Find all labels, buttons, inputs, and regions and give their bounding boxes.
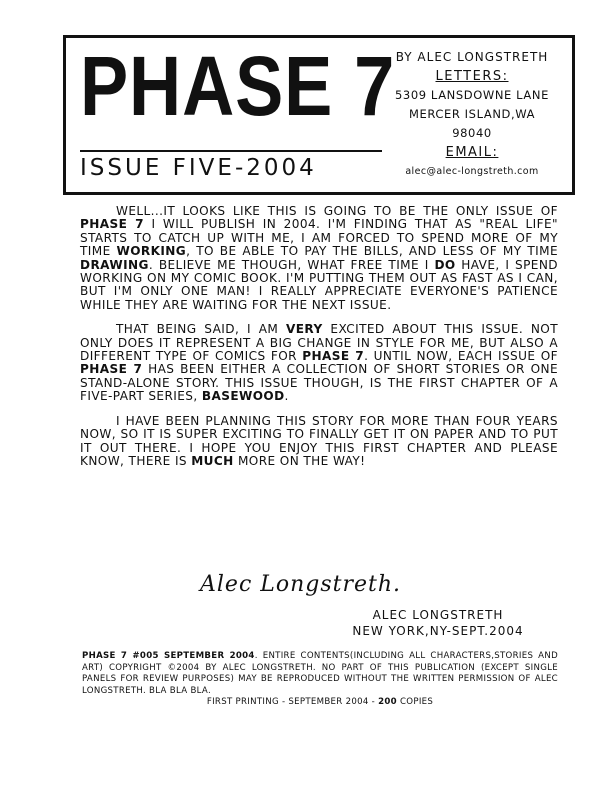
copyright-text: . ENTIRE CONTENTS(INCLUDING ALL CHARACTERS,STORIES AND ART) COPYRIGHT ©2004 BY ALEC LONGSTRETH. NO PART OF THIS PUBLICATION (EXCEPT SINGLE PANELS FOR REVIEW PURPOSES) MAY BE REPRODUCED WITHOUT THE WRITTEN PERMISSION OF ALEC LONGSTRETH. BLA BLA BLA. bbox=[82, 651, 558, 696]
letter-paragraph-2: THAT BEING SAID, I AM VERY EXCITED ABOUT THIS ISSUE. NOT ONLY DOES IT REPRESENT A BIG CHANGE IN STYLE FOR ME, BUT ALSO A DIFFERENT TYPE OF COMICS FOR PHASE 7. UNTIL NOW, EACH ISSUE OF PHASE 7 HAS BEEN EITHER A COLLECTION OF SHORT STORIES OR ONE STAND-ALONE STORY. THIS ISSUE THOUGH, IS THE FIRST CHAPTER OF A FIVE-PART SERIES, BASEWOOD. bbox=[80, 322, 558, 404]
handwritten-signature: Alec Longstreth. bbox=[200, 572, 402, 597]
address-city: MERCER ISLAND,WA bbox=[408, 107, 536, 121]
publication-id: PHASE 7 #005 SEPTEMBER 2004 bbox=[82, 651, 255, 661]
printing-info: FIRST PRINTING - SEPTEMBER 2004 - 200 COPIES bbox=[206, 697, 434, 707]
author-byline: BY ALEC LONGSTRETH bbox=[395, 50, 549, 64]
letter-paragraph-1: WELL...IT LOOKS LIKE THIS IS GOING TO BE THE ONLY ISSUE OF PHASE 7 I WILL PUBLISH IN 2004. I'M FINDING THAT AS "REAL LIFE" STARTS TO CATCH UP WITH ME, I AM FORCED TO SPEND MORE OF MY TIME WORKING, TO BE ABLE TO PAY THE BILLS, AND LESS OF MY TIME DRAWING. BELIEVE ME THOUGH, WHAT FREE TIME I DO HAVE, I SPEND WORKING ON MY COMIC BOOK. I'M PUTTING THEM OUT AS FAST AS I CAN, BUT I'M ONLY ONE MAN! I REALLY APPRECIATE EVERYONE'S PATIENCE WHILE THEY ARE WAITING FOR THE NEXT ISSUE. bbox=[80, 204, 558, 312]
issue-number: ISSUE FIVE-2004 bbox=[80, 150, 382, 181]
copyright-notice bbox=[82, 651, 558, 709]
address-street: 5309 LANSDOWNE LANE bbox=[395, 88, 549, 102]
email-heading: EMAIL: bbox=[445, 145, 499, 160]
comic-title: PHASE 7 bbox=[80, 39, 396, 133]
contact-info bbox=[382, 48, 562, 181]
letters-heading: LETTERS: bbox=[435, 69, 509, 84]
email-address: alec@alec-longstreth.com bbox=[405, 166, 539, 177]
signature-block bbox=[318, 607, 558, 639]
place-date: NEW YORK,NY-SEPT.2004 bbox=[352, 624, 524, 638]
author-name: ALEC LONGSTRETH bbox=[372, 608, 504, 622]
print-run-count: 200 bbox=[378, 697, 397, 707]
masthead-box bbox=[63, 35, 575, 195]
letter-paragraph-3: I HAVE BEEN PLANNING THIS STORY FOR MORE THAN FOUR YEARS NOW, SO IT IS SUPER EXCITING TO FINALLY GET IT ON PAPER AND TO PUT IT OUT THERE. I HOPE YOU ENJOY THIS FIRST CHAPTER AND PLEASE KNOW, THERE IS MUCH MORE ON THE WAY! bbox=[80, 413, 558, 468]
editorial-letter bbox=[80, 205, 558, 479]
address-zip: 98040 bbox=[452, 126, 492, 140]
